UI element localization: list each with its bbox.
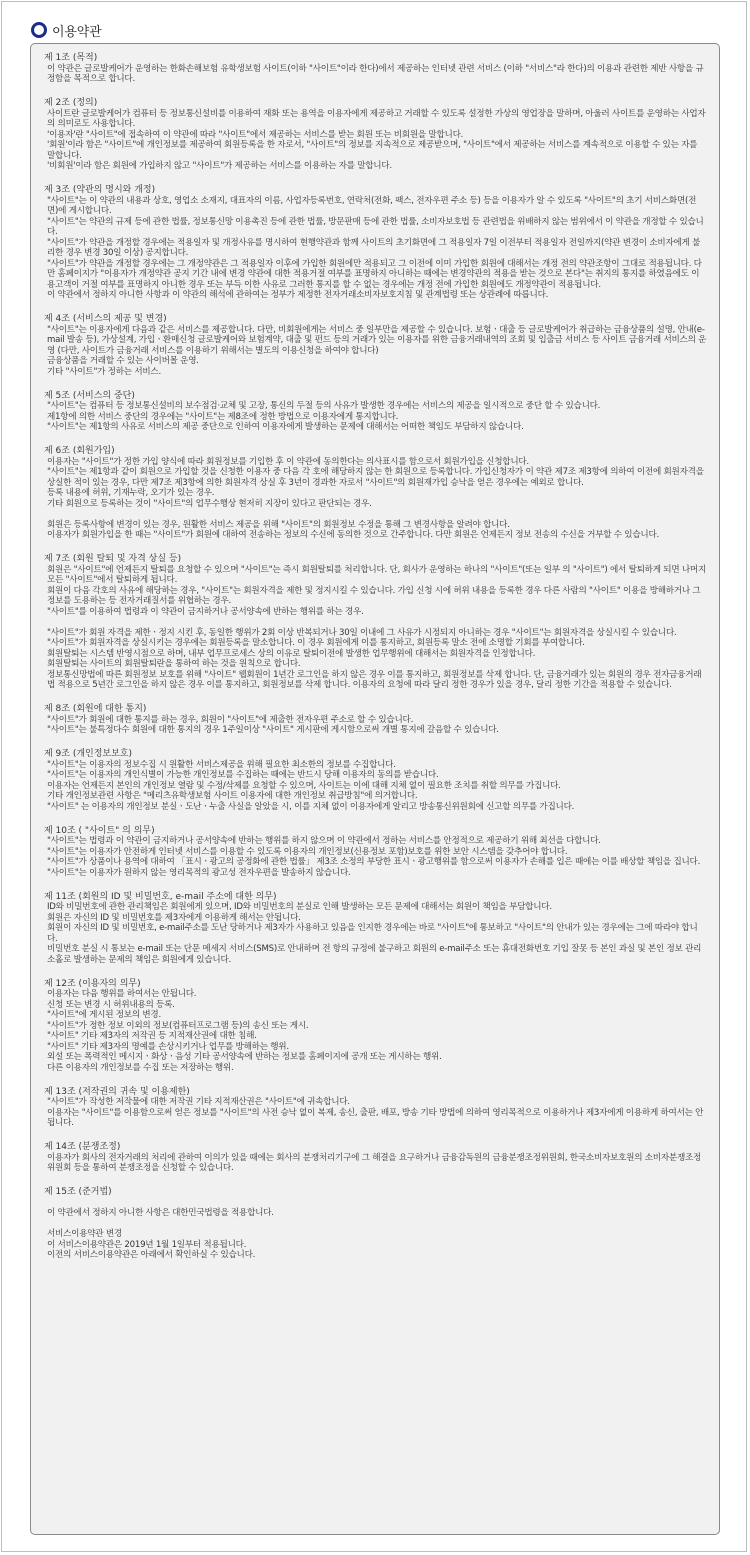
terms-article — [44, 704, 707, 736]
article-title: 제 5조 (서비스의 중단) — [44, 390, 135, 401]
page-title: 이용약관 — [52, 24, 102, 40]
article-paragraph: 이용자는 다음 행위를 하여서는 안됩니다. — [47, 989, 197, 999]
terms-article — [44, 446, 707, 541]
article-paragraph: "사이트"를 이용하여 법령과 이 약관이 금지하거나 공서양속에 반하는 행위를 하는 경우. — [47, 606, 364, 617]
article-paragraph: 회원이 자신의 ID 및 비밀번호, e-mail주소를 도난 당하거나 제3자가 사용하고 있음을 인지한 경우에는 바로 "사이트"에 통보하고 "사이트"의 안내가 있는 경우에는 그에 따라야 합니다. — [47, 923, 698, 944]
article-paragraph: "사이트"가 회원에 대한 통지를 하는 경우, 회원이 "사이트"에 제출한 전자우편 주소로 할 수 있습니다. — [47, 714, 414, 725]
terms-article — [44, 1087, 707, 1129]
article-paragraph: 비밀번호 분실 시 통보는 e-mail 또는 단문 메세지 서비스(SMS)로 안내하며 전 항의 규정에 불구하고 회원의 e-mail주소 또는 휴대전화번호 기입 잘못 등 본인 과실 및 본인 정보 관리 소홀로 발생하는 문제의 책임은 회원에게 있습니다. — [47, 944, 702, 965]
article-paragraph: 이용자가 회원가입을 한 때는 "사이트"가 회원에 대하여 전송하는 정보의 수신에 동의한 것으로 간주합니다. 다만 회원은 언제든지 정보 전송의 수신을 거부할 수 있습니다. — [47, 530, 659, 540]
article-paragraph: 이용자는 "사이트"를 이용함으로써 얻은 정보를 "사이트"의 사전 승낙 없이 복제, 송신, 출판, 배포, 방송 기타 방법에 의하여 영리목적으로 이용하거나 제3자에게 이용하게 하여서는 안됩니다. — [47, 1107, 704, 1128]
terms-scroll-panel[interactable] — [30, 43, 720, 1535]
article-paragraph: 신청 또는 변경 시 허위내용의 등록. — [47, 999, 175, 1010]
article-paragraph: "사이트"가 상품이나 용역에 대하여 「표시ㆍ광고의 공정화에 관한 법률」 제3조 소정의 부당한 표시ㆍ광고행위를 함으로써 이용자가 손해를 입은 때에는 이를 배상할 책임을 집니다. — [47, 857, 701, 867]
article-paragraph: ID와 비밀번호에 관한 관리책임은 회원에게 있으며, ID와 비밀번호의 분실로 인해 발생하는 모든 문제에 대해서는 회원이 책임을 부담합니다. — [47, 902, 552, 912]
article-paragraph: 등록 내용에 허위, 기재누락, 오기가 있는 경우. — [47, 488, 215, 498]
article-paragraph: '비회원'이라 함은 회원에 가입하지 않고 "사이트"가 제공하는 서비스를 이용하는 자를 말합니다. — [47, 161, 392, 171]
terms-article — [44, 391, 707, 433]
article-paragraph: 회원은 자신의 ID 및 비밀번호를 제3자에게 이용하게 해서는 안됩니다. — [47, 912, 301, 923]
article-paragraph: "사이트" 는 이용자의 개인정보 분실ㆍ도난ㆍ누출 사실을 알았을 시, 이를 지체 없이 이용자에게 알리고 방송통신위원회에 신고할 의무를 가집니다. — [47, 801, 575, 812]
article-title: 제 13조 (저작권의 귀속 및 이용제한) — [44, 1086, 190, 1097]
paragraph-gap — [44, 1198, 707, 1209]
article-paragraph: 제1항에 의한 서비스 중단의 경우에는 "사이트"는 제8조에 정한 방법으로 이용자에게 통지합니다. — [47, 411, 399, 422]
article-paragraph: 이용자는 언제든지 본인의 개인정보 열람 및 수정/삭제를 요청할 수 있으며, 사이트는 이에 대해 지체 없이 필요한 조치를 취할 의무를 가집니다. — [47, 780, 561, 791]
terms-article — [44, 892, 707, 966]
article-paragraph: 회원은 "사이트"에 언제든지 탈퇴를 요청할 수 있으며 "사이트"는 즉시 회원탈퇴를 처리합니다. 단, 회사가 운영하는 하나의 "사이트"(또는 일부 의 "사이트") 에서 탈퇴하게 되면 나머지 모든 "사이트"에서 탈퇴하게 됩니다. — [47, 564, 707, 585]
article-title: 제 7조 (회원 탈퇴 및 자격 상실 등) — [44, 554, 182, 564]
paragraph-gap — [44, 509, 707, 520]
terms-article — [44, 749, 707, 812]
article-paragraph: "사이트"는 컴퓨터 등 정보통신설비의 보수점검·교체 및 고장, 통신의 두절 등의 사유가 발생한 경우에는 서비스의 제공을 일시적으로 중단 할 수 있습니다. — [47, 401, 601, 411]
article-paragraph: "사이트"에 게시된 정보의 변경. — [47, 1010, 161, 1020]
article-paragraph: 이 서비스이용약관은 2019년 1월 1일부터 적용됩니다. — [47, 1239, 247, 1250]
article-paragraph: 회원탈퇴는 사이트의 회원탈퇴란을 통하여 하는 것을 원칙으로 합니다. — [47, 659, 301, 669]
article-title: 제 12조 (이용자의 의무) — [44, 978, 141, 989]
article-paragraph: '이용자'란 "사이트"에 접속하여 이 약관에 따라 "사이트"에서 제공하는 서비스를 받는 회원 또는 비회원을 말합니다. — [47, 129, 464, 140]
paragraph-gap — [44, 617, 707, 628]
article-paragraph: "사이트"는 이용자의 정보수집 시 원활한 서비스제공을 위해 필요한 최소한의 정보를 수집합니다. — [47, 759, 396, 770]
article-paragraph: 이 약관에서 정하지 아니한 사항과 이 약관의 해석에 관하여는 정부가 제정한 전자거래소비자보호지침 및 관계법령 또는 상관례에 따릅니다. — [47, 290, 549, 300]
article-paragraph: 금융상품을 거래할 수 있는 사이버몰 운영. — [47, 356, 199, 366]
article-paragraph: 다른 이용자의 개인정보를 수집 또는 저장하는 행위. — [47, 1062, 234, 1073]
article-paragraph: "사이트"는 이용자에게 다음과 같은 서비스를 제공합니다. 다만, 비회원에게는 서비스 중 일부만을 제공할 수 있습니다. 보험ㆍ대출 등 글로발케어가 취급하는 금융상품의 설명, 안내(e-mail 발송 등), 가상설계, 가입ㆍ환매신청 글로발케어와 보험계약, 대출 및 펀드 등의 거래가 있는 이용자를 위한 금융거래내역의 조회 및 입출금 서비스 등 사이트 금융거래 서비스의 운영 (다만, 사이트가 금융거래 서비스를 이용하기 위해서는 별도의 이용신청을 하여야 합니다) — [47, 324, 707, 356]
article-paragraph: "사이트"가 회원자격을 상실시키는 경우에는 회원등록을 말소합니다. 이 경우 회원에게 이를 통지하고, 회원등록 말소 전에 소명할 기회를 부여합니다. — [47, 638, 585, 648]
article-paragraph: 기타 개인정보관련 사항은 "메리츠유학생보험 사이트 이용자에 대한 개인정보 취급방침"에 의거합니다. — [47, 791, 418, 801]
article-paragraph: 회원은 등록사항에 변경이 있는 경우, 원활한 서비스 제공을 위해 "사이트"의 회원정보 수정을 통해 그 변경사항을 알려야 합니다. — [47, 519, 510, 530]
article-paragraph: "사이트"는 법령과 이 약관이 금지하거나 공서양속에 반하는 행위를 하지 않으며 이 약관에서 정하는 서비스를 안정적으로 제공하기 위해 최선을 다합니다. — [47, 836, 601, 846]
article-paragraph: "사이트"가 작성한 저작물에 대한 저작권 기타 지적재산권은 "사이트"에 귀속합니다. — [47, 1097, 350, 1107]
article-title: 제 3조 (약관의 명시와 개정) — [44, 185, 156, 195]
article-paragraph: "사이트"는 제1항의 사유로 서비스의 제공 중단으로 인하여 이용자에게 발생하는 문제에 대해서는 어떠한 책임도 부담하지 않습니다. — [47, 422, 524, 432]
article-title: 제 1조 (목적) — [44, 53, 98, 63]
paragraph-gap — [44, 1219, 707, 1230]
article-paragraph: 이용자는 "사이트"가 정한 가입 양식에 따라 회원정보를 기입한 후 이 약관에 동의한다는 의사표시를 함으로서 회원가입을 신청합니다. — [47, 456, 529, 467]
article-paragraph: 기타 회원으로 등록하는 것이 "사이트"의 업무수행상 현저히 지장이 있다고 판단되는 경우. — [47, 498, 372, 509]
terms-article — [44, 826, 707, 879]
article-paragraph: 회원탈퇴는 시스템 반영시점으로 하며, 내부 업무프로세스 상의 이유로 탈퇴이전에 발생한 업무행위에 대해서는 회원자격을 인정합니다. — [47, 648, 536, 659]
article-paragraph: "사이트"는 제1항과 같이 회원으로 가입할 것을 신청한 이용자 중 다음 각 호에 해당하지 않는 한 회원으로 등록합니다. 가입신청자가 이 약관 제7조 제3항에 의하여 이전에 회원자격을 상실한 적이 있는 경우, 다만 제7조 제3항에 의한 회원자격 상실 후 3년이 경과한 자로서 "사이트"의 회원재가입 승낙을 얻은 경우에는 예외로 합니다. — [47, 467, 704, 488]
article-paragraph: 이용자가 회사의 전자거래의 처리에 관하여 이의가 있을 때에는 회사의 분쟁처리기구에 그 해결을 요구하거나 금융감독원의 금융분쟁조정위원회, 한국소비자보호원의 소비자분쟁조정위원회 등을 통하여 분쟁조정을 신청할 수 있습니다. — [47, 1152, 702, 1173]
terms-article — [44, 1187, 707, 1261]
article-paragraph: "사이트"는 불특정다수 회원에 대한 통지의 경우 1주일이상 "사이트" 게시판에 게시함으로써 개별 통지에 갈음할 수 있습니다. — [47, 725, 499, 735]
terms-article — [44, 1142, 707, 1174]
article-paragraph: "사이트"는 이용자의 개인식별이 가능한 개인정보를 수집하는 때에는 반드시 당해 이용자의 동의를 받습니다. — [47, 770, 439, 780]
terms-article — [44, 979, 707, 1074]
article-paragraph: "사이트"는 이 약관의 내용과 상호, 영업소 소재지, 대표자의 이름, 사업자등록번호, 연락처(전화, 팩스, 전자우편 주소 등) 등을 이용자가 알 수 있도록 "사이트"의 초기 서비스화면(전면)에 게시합니다. — [47, 195, 697, 216]
article-paragraph: 회원이 다음 각호의 사유에 해당하는 경우, "사이트"는 회원자격을 제한 및 정지시킬 수 있습니다. 가입 신청 시에 허위 내용을 등록한 경우 다른 사람의 "사이트" 이용을 방해하거나 그 정보를 도용하는 등 전자거래질서를 위협하는 경우. — [47, 585, 701, 606]
article-title: 제 11조 (회원의 ID 및 비밀번호, e-mail 주소에 대한 의무) — [44, 891, 277, 902]
article-paragraph: "사이트"는 이용자가 안전하게 인터넷 서비스를 이용할 수 있도록 이용자의 개인정보(신용정보 포함)보호를 위한 보안 시스템을 갖추어야 합니다. — [47, 846, 568, 857]
article-paragraph: "사이트" 기타 제3자의 명예를 손상시키거나 업무를 방해하는 행위. — [47, 1041, 289, 1052]
article-paragraph: '회원'이라 함은 "사이트"에 개인정보를 제공하여 회원등록을 한 자로서, "사이트"의 정보를 지속적으로 제공받으며, "사이트"에서 제공하는 서비스를 계속적으로 이용할 수 있는 자를 말합니다. — [47, 140, 698, 161]
article-paragraph: "사이트"는 이용자가 원하지 않는 영리목적의 광고성 전자우편을 발송하지 않습니다. — [47, 867, 351, 878]
article-paragraph: "사이트"가 정한 정보 이외의 정보(컴퓨터프로그램 등)의 송신 또는 게시. — [47, 1020, 309, 1031]
terms-article — [44, 314, 707, 377]
article-title: 제 15조 (준거법) — [44, 1187, 112, 1197]
article-title: 제 9조 (개인정보보호) — [44, 749, 133, 759]
article-title: 제 2조 (정의) — [44, 98, 98, 108]
article-paragraph: 서비스이용약관 변경 — [47, 1229, 122, 1239]
article-paragraph: 이 약관은 글로발케어가 운영하는 한화손해보험 유학생보험 사이트(이하 "사이트"이라 한다)에서 제공하는 인터넷 관련 서비스 (이하 "서비스"라 한다)의 이용과 관련한 제반 사항을 규정함을 목적으로 합니다. — [47, 63, 704, 84]
article-title: 제 4조 (서비스의 제공 및 변경) — [44, 314, 167, 324]
article-title: 제 10조 ( "사이트" 의 의무) — [44, 825, 155, 836]
article-paragraph: "사이트"는 약관의 규제 등에 관한 법률, 정보통신망 이용촉진 등에 관한 법률, 방문판매 등에 관한 법률, 소비자보호법 등 관련법을 위배하지 않는 범위에서 이 약관을 개정할 수 있습니다. — [47, 216, 704, 237]
article-paragraph: 이전의 서비스이용약관은 아래에서 확인하실 수 있습니다. — [47, 1250, 256, 1260]
article-paragraph: "사이트"가 회원 자격을 제한ㆍ정지 시킨 후, 동일한 행위가 2회 이상 반복되거나 30일 이내에 그 사유가 시정되지 아니하는 경우 "사이트"는 회원자격을 상실시킬 수 있습니다. — [47, 627, 677, 638]
article-title: 제 14조 (분쟁조정) — [44, 1142, 121, 1152]
terms-article — [44, 53, 707, 85]
article-title: 제 8조 (회원에 대한 통지) — [44, 704, 147, 714]
article-paragraph: 외설 또는 폭력적인 메시지ㆍ화상ㆍ음성 기타 공서양속에 반하는 정보를 홈페이지에 공개 또는 게시하는 행위. — [47, 1052, 442, 1062]
article-paragraph: "사이트"가 약관을 개정할 경우에는 적용일자 및 개정사유를 명시하여 현행약관과 함께 사이트의 초기화면에 그 적용일자 7일 이전부터 적용일자 전일까지(약관 변경이 소비자에게 불리한 경우 변경 30일 이상) 공지합니다. — [47, 237, 701, 258]
article-paragraph: 기타 "사이트"가 정하는 서비스. — [47, 366, 161, 377]
article-paragraph: 이 약관에서 정하지 아니한 사항은 대한민국법령을 적용합니다. — [47, 1208, 274, 1218]
terms-article — [44, 185, 707, 301]
article-paragraph: 정보통신망법에 따른 회원정보 보호를 위해 "사이트" 웹회원이 1년간 로그인을 하지 않은 경우 이를 통지하고, 회원정보를 삭제 합니다. 단, 금융거래가 있는 회원의 경우 전자금융거래법 적용으로 5년간 로그인을 하지 않은 경우 이를 통지하고, 회원정보를 삭제 합니다. 이용자의 요청에 따라 달리 정한 경우가 있을 경우, 달리 정한 기간을 적용할 수 있습니다. — [47, 669, 702, 690]
article-paragraph: "사이트" 기타 제3자의 저작권 등 지적재산권에 대한 침해. — [47, 1031, 257, 1041]
terms-article — [44, 554, 707, 691]
article-paragraph: "사이트"가 약관을 개정할 경우에는 그 개정약관은 그 적용일자 이후에 가입한 회원에만 적용되고 그 이전에 이미 가입한 회원에 대해서는 개정 전의 약관조항이 그대로 적용됩니다. 다만 홈페이지가 "이용자가 개정약관 공지 기간 내에 변경 약관에 대한 적용거절 여부를 표명하지 아니하는 때에는 변경약관의 적용을 받는 것으로 본다"는 취지의 통지를 하였음에도 이용고객이 거절 여부를 표명하지 아니한 경우 또는 부득 이한 사유로 그러한 통지를 할 수 없는 경우에는 개정 전에 가입한 회원에도 개정약관이 적용됩니다. — [47, 258, 702, 290]
section-heading — [31, 21, 101, 39]
article-title: 제 6조 (회원가입) — [44, 446, 115, 456]
article-paragraph: 사이트란 글로발케어가 컴퓨터 등 정보통신설비를 이용하여 재화 또는 용역을 이용자에게 제공하고 거래할 수 있도록 설정한 가상의 영업장을 말하며, 아울러 사이트를 운영하는 사업자의 의미로도 사용합니다. — [47, 108, 706, 129]
terms-article — [44, 98, 707, 172]
circle-bullet-icon — [31, 22, 47, 38]
